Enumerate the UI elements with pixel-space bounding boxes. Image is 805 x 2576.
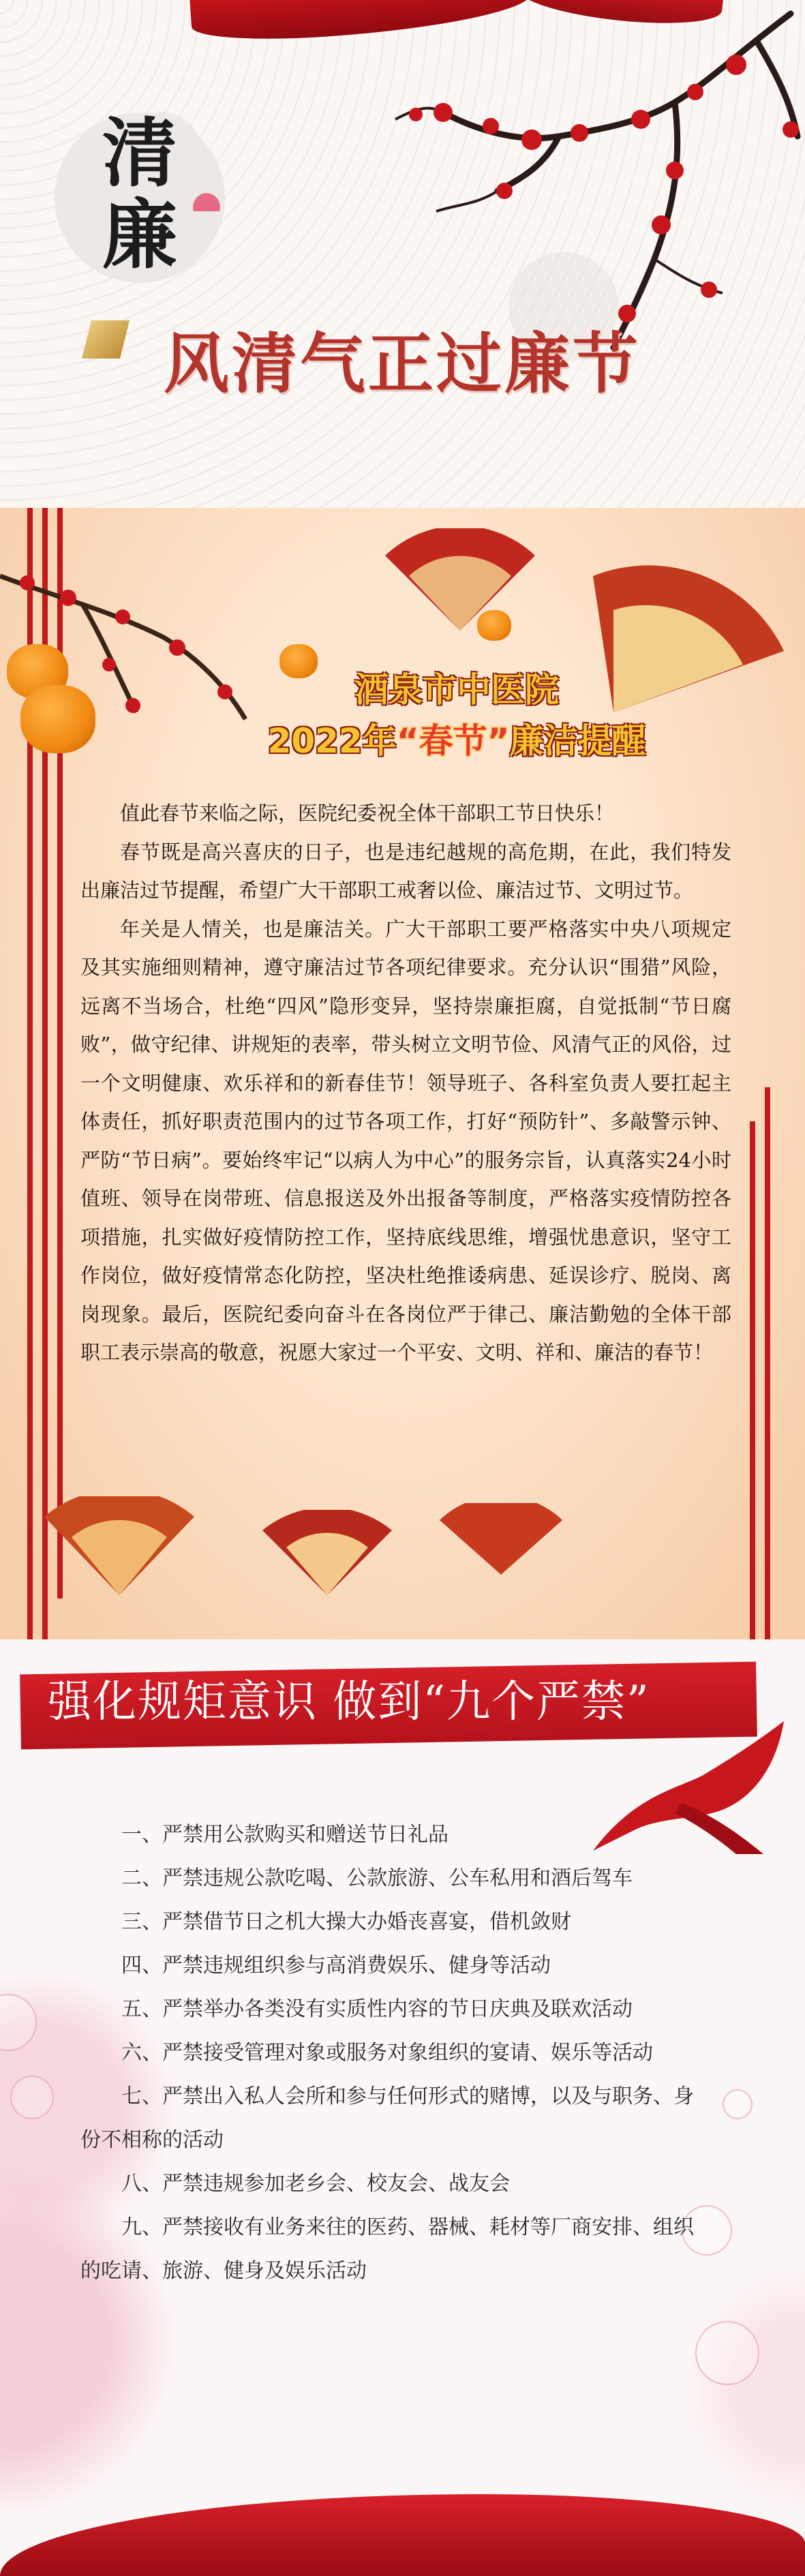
rule-item: 四、严禁违规组织参与高消费娱乐、健身等活动 (121, 1954, 551, 1978)
rules-banner-title: 强化规矩意识 做到“九个严禁” (48, 1677, 650, 1727)
decorative-pole (765, 1087, 770, 1639)
lotus-icon (191, 191, 222, 211)
notice-title-line2 (198, 716, 716, 767)
fan-icon (382, 528, 538, 637)
notice-body (80, 794, 731, 1372)
notice-title-suffix: 廉洁提醒 (509, 721, 646, 761)
seal-char-lian: 廉 (102, 191, 177, 279)
notice-section (0, 508, 805, 1639)
red-ribbon-decoration (0, 2494, 805, 2576)
rule-item: 六、严禁接受管理对象或服务对象组织的宴请、娱乐等活动 (121, 2041, 653, 2065)
notice-title-line1: 酒泉市中医院 (354, 670, 559, 710)
notice-title-highlight: “春节” (396, 721, 510, 761)
fan-icon (436, 1503, 566, 1578)
fan-icon (259, 1510, 395, 1598)
rules-list (80, 1813, 704, 2293)
rule-item: 七、严禁出入私人会所和参与任何形式的赌博，以及与职务、身份不相称的活动 (80, 2085, 694, 2152)
notice-paragraph: 年关是人情关，也是廉洁关。广大干部职工要严格落实中央八项规定及其实施细则精神，遵守廉洁过节各项纪律要求。充分认识“围猎”风险，远离不当场合，杜绝“四风”隐形变异，坚持崇廉拒腐，自觉抵制“节日腐败”，做守纪律、讲规矩的表率，带头树立文明节俭、风清气正的风俗，过一个文明健康、欢乐祥和的新春佳节！领导班子、各科室负责人要扛起主体责任，抓好职责范围内的过节各项工作，打好“预防针”、多敲警示钟、严防“节日病”。要始终牢记“以病人为中心”的服务宗旨，认真落实24小时值班、领导在岗带班、信息报送及外出报备等制度，严格落实疫情防控各项措施，扎实做好疫情防控工作，坚持底线思维，增强忧患意识，坚守工作岗位，做好疫情常态化防控，坚决杜绝推诿病患、延误诊疗、脱岗、离岗现象。最后，医院纪委向奋斗在各岗位严于律己、廉洁勤勉的全体干部职工表示崇高的敬意，祝愿大家过一个平安、文明、祥和、廉洁的春节！ (80, 917, 731, 1364)
notice-paragraph: 春节既是高兴喜庆的日子，也是违纪越规的高危期，在此，我们特发出廉洁过节提醒，希望广大干部职工戒奢以俭、廉洁过节、文明过节。 (80, 840, 731, 902)
rule-item: 九、严禁接收有业务来往的医药、器械、耗材等厂商安排、组织的吃请、旅游、健身及娱乐活动 (80, 2215, 694, 2283)
gold-accent-icon (82, 320, 130, 359)
rules-section (0, 1639, 805, 2576)
bubble-decoration (695, 2321, 759, 2385)
rule-item: 八、严禁违规参加老乡会、校友会、战友会 (121, 2172, 510, 2196)
header-section (0, 0, 805, 511)
bubble-decoration (10, 2076, 54, 2119)
decorative-pole (750, 1121, 755, 1639)
fan-icon (41, 1496, 198, 1598)
seal-char-qing: 清 (102, 109, 177, 197)
rule-item: 一、严禁用公款购买和赠送节日礼品 (121, 1823, 449, 1847)
notice-paragraph: 值此春节来临之际，医院纪委祝全体干部职工节日快乐！ (120, 802, 615, 825)
notice-title (198, 665, 716, 767)
notice-title-year: 2022年 (267, 721, 397, 761)
rule-item: 三、严禁借节日之机大操大办婚丧喜宴，借机敛财 (121, 1910, 571, 1934)
rule-item: 五、严禁举办各类没有实质性内容的节日庆典及联欢活动 (121, 1997, 633, 2021)
main-title: 风清气正过廉节 (164, 325, 641, 402)
bubble-decoration (0, 1994, 37, 2051)
bubble-decoration (723, 2089, 753, 2119)
rule-item: 二、严禁违规公款吃喝、公款旅游、公车私用和酒后驾车 (121, 1866, 633, 1890)
